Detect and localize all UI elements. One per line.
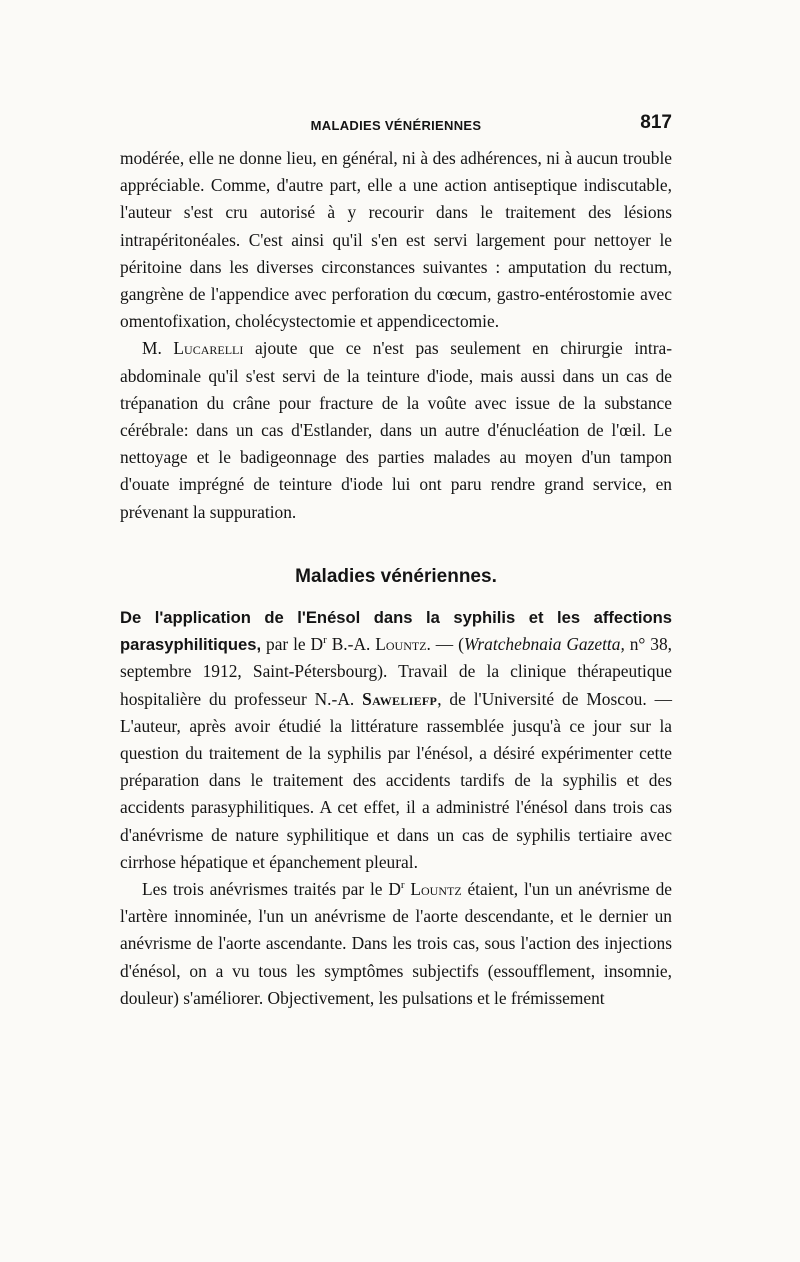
doctor-superscript: r [323,634,327,647]
abstract-text: , de l'Université de Moscou. — L'auteur, après avoir étudié la littérature rassemblée jusqu'à ce jour sur la question du traitement de la syphilis par l'énésol, a désiré expérimenter cette préparation dans le traitement des accidents tardifs de la syphilis et des accidents parasyphilitiques. A cet effet, il a administré l'énésol dans trois cas d'anévrisme de nature syphilitique et dans un cas de syphilis tertiaire avec cirrhose hépatique et épanchement pleural. [120,688,672,872]
professor-name: Saweliefp [362,688,438,709]
section-heading: Maladies vénériennes. [295,566,497,587]
page-number: 817 [640,112,672,133]
author-name-lountz: Lountz [410,879,462,900]
paragraph-lucarelli [120,335,672,525]
doctor-superscript: r [400,879,405,892]
journal-name: Wratchebnaia Gazetta, [463,634,625,655]
paragraph-continued [120,145,672,335]
running-title: MALADIES VÉNÉRIENNES [310,118,482,133]
paragraph-prefix: M. [142,338,174,359]
citation-text: n° 38, septembre 1912, Saint-Pétersbourg). Travail de la clinique thérapeutique hospitalière du professeur N.-A. [120,634,672,709]
paragraph-aneurysms [120,876,672,1012]
article-abstract [120,604,672,876]
author-name-lucarelli: Lucarelli [173,338,244,359]
author-initials: B.-A. [326,634,376,655]
body-text-top [120,145,672,526]
paragraph-start: Les trois anévrismes traités par le D [142,879,401,900]
paragraph-text: modérée, elle ne donne lieu, en général, ni à des adhérences, ni à aucun trouble appréciable. Comme, d'autre part, elle a une action antiseptique indiscutable, l'auteur s'est cru autorisé à y recourir dans le traitement des lésions intrapéritonéales. C'est ainsi qu'il s'en est servi largement pour nettoyer le péritoine dans les diverses circonstances suivantes : amputation du rectum, gangrène de l'appendice avec perforation du cœcum, gastro-entérostomie avec omentofixation, cholécystectomie et appendicectomie. [120,148,672,332]
dash-open: . — ( [426,634,464,655]
paragraph-text: étaient, l'un un anévrisme de l'artère innominée, l'un un anévrisme de l'aorte descendante, et le dernier un anévrisme de l'aorte ascendante. Dans les trois cas, sous l'action des injections d'énésol, on a vu tous les symptômes subjectifs (essoufflement, insomnie, douleur) s'améliorer. Objectivement, les pulsations et le frémissement [120,879,672,1008]
body-text-bottom [120,604,672,1012]
page-header [120,112,672,140]
article-title: De l'application de l'Enésol dans la syphilis et les affections parasyphilitiques, [120,608,672,655]
author-name-lountz: Lountz [375,634,427,655]
byline-prefix: par le D [261,634,324,655]
paragraph-text: ajoute que ce n'est pas seulement en chirurgie intra-abdominale qu'il s'est servi de la teinture d'iode, mais aussi dans un cas de trépanation du crâne pour fracture de la voûte avec issue de la substance cérébrale: dans un cas d'Estlander, dans un autre d'énucléation de l'œil. Le nettoyage et le badigeonnage des parties malades au moyen d'un tampon d'ouate imprégné de teinture d'iode lui ont paru rendre grand service, en prévenant la suppuration. [120,338,672,522]
